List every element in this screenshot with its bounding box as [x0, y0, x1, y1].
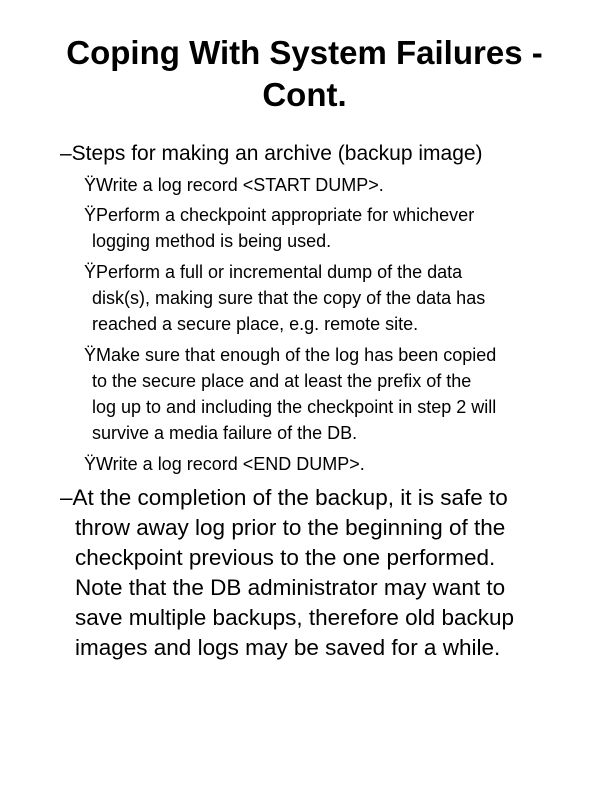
bullet-line: Note that the DB administrator may want to: [75, 575, 506, 600]
sub-bullet-line: ŸWrite a log record <START DUMP>.: [84, 175, 384, 195]
sub-bullet-dump: [84, 259, 485, 337]
sub-bullet-line: ŸPerform a checkpoint appropriate for whichever: [84, 205, 475, 225]
bullet-line: images and logs may be saved for a while.: [75, 635, 501, 660]
bullet-steps-archive: –Steps for making an archive (backup image): [60, 142, 483, 165]
bullet-line: checkpoint previous to the one performed.: [75, 545, 496, 570]
slide-title: [0, 32, 609, 116]
bullet-line: throw away log prior to the beginning of the: [75, 515, 506, 540]
title-line-2: Cont.: [262, 76, 347, 113]
sub-bullet-checkpoint: [84, 202, 474, 254]
sub-bullet-line: survive a media failure of the DB.: [92, 423, 358, 443]
sub-bullet-line: ŸMake sure that enough of the log has been copied: [84, 345, 497, 365]
sub-bullet-line: log up to and including the checkpoint in step 2 will: [92, 397, 497, 417]
title-line-1: Coping With System Failures -: [66, 34, 543, 71]
sub-bullet-line: ŸPerform a full or incremental dump of the data: [84, 262, 463, 282]
bullet-line: –At the completion of the backup, it is safe to: [60, 485, 508, 510]
bullet-line: save multiple backups, therefore old backup: [75, 605, 515, 630]
sub-bullet-line: disk(s), making sure that the copy of the data has: [92, 288, 486, 308]
sub-bullet-line: ŸWrite a log record <END DUMP>.: [84, 454, 365, 474]
bullet-completion: [60, 483, 514, 663]
sub-bullet-end-dump: [84, 451, 365, 477]
sub-bullet-line: to the secure place and at least the prefix of the: [92, 371, 472, 391]
sub-bullet-start-dump: [84, 172, 384, 198]
sub-bullet-line: reached a secure place, e.g. remote site.: [92, 314, 419, 334]
sub-bullet-copy-log: [84, 342, 496, 446]
sub-bullet-line: logging method is being used.: [92, 231, 332, 251]
